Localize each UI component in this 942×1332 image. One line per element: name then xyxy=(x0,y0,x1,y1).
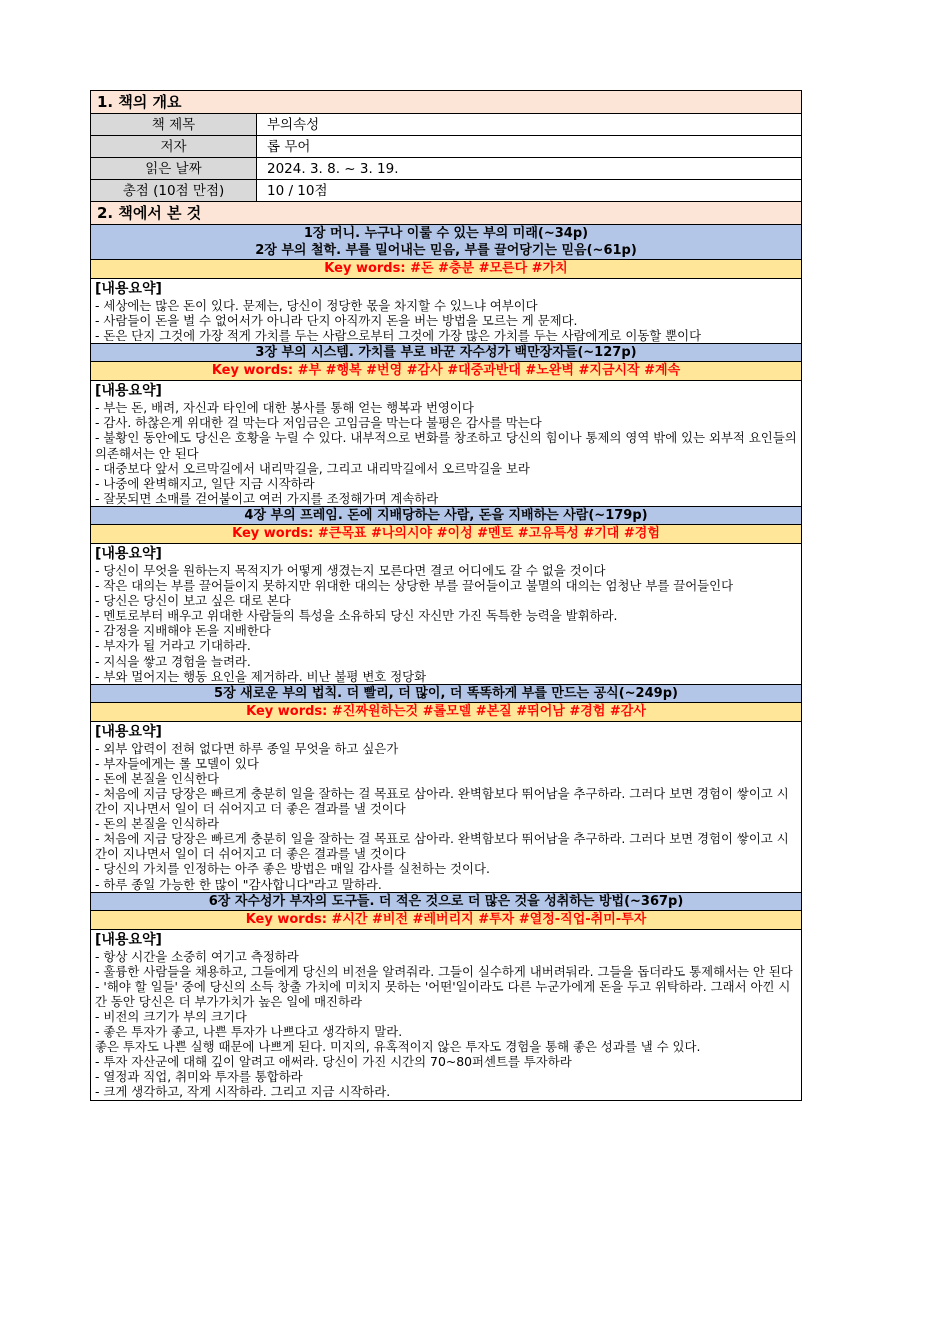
summary-line: - 멘토로부터 배우고 위대한 사람들의 특성을 소유하되 당신 자신만 가진 독특한 능력을 발휘하라. xyxy=(95,608,618,624)
chapter-title: 6장 자수성가 부자의 도구들. 더 적은 것으로 더 많은 것을 성취하는 방법(~367p) xyxy=(208,893,684,909)
chapter-title: 2장 부의 철학. 부를 밀어내는 믿음, 부를 끌어당기는 믿음(~61p) xyxy=(255,243,637,258)
summary-line: - 당신은 당신이 보고 싶은 대로 본다 xyxy=(95,593,291,609)
summary-line: - 항상 시간을 소중히 여기고 측정하라 xyxy=(95,948,299,964)
summary-line: - 세상에는 많은 돈이 있다. 문제는, 당신이 정당한 몫을 차지할 수 있느냐 여부이다 xyxy=(95,298,538,313)
summary-line: - 부자들에게는 롤 모델이 있다 xyxy=(95,755,259,771)
summary-line: - '해야 할 일들' 중에 당신의 소득 창출 가치에 미치지 못하는 '어떤'일이라도 다른 누군가에게 돈을 두고 위탁하라. 그래서 아낀 시간 동안 당신은 더 부가가치가 높은 일에 매진하라 xyxy=(95,978,791,1009)
summary-line: - 부자가 될 거라고 기대하라. xyxy=(95,638,251,654)
info-label: 책 제목 xyxy=(91,114,257,135)
summary-heading: [내용요약] xyxy=(95,931,162,948)
summary-line: - 돈에 본질을 인식한다 xyxy=(95,770,220,786)
info-row-date xyxy=(91,158,801,180)
summary-line: - 처음에 지금 당장은 빠르게 충분히 일을 잘하는 걸 목표로 삼아라. 완벽함보다 뛰어남을 추구하라. 그러다 보면 경험이 쌓이고 시간이 지나면서 일이 더 쉬어지고 더 좋은 결과를 낼 것이다 xyxy=(95,785,789,817)
summary-line: 좋은 투자도 나쁜 실행 때문에 나쁘게 된다. 미지의, 유혹적이지 않은 투자도 경험을 통해 좋은 성과를 낼 수 있다. xyxy=(95,1039,701,1055)
summary-line: - 크게 생각하고, 작게 시작하라. 그리고 지금 시작하라. xyxy=(95,1084,391,1100)
chapter-title-block xyxy=(91,507,801,525)
summary-line: - 투자 자산군에 대해 깊이 알려고 애써라. 당신이 가진 시간의 70~80퍼센트를 투자하라 xyxy=(95,1054,572,1070)
summary-line: - 훌륭한 사람들을 채용하고, 그들에게 당신의 비전을 알려줘라. 그들이 실수하게 내버려둬라. 그들을 돕더라도 통제해서는 안 된다 xyxy=(95,963,793,979)
summary-line: - 돈의 본질을 인식하라 xyxy=(95,816,220,832)
summary-line: - 나중에 완벽해지고, 일단 지금 시작하라 xyxy=(95,475,315,491)
book-report-table xyxy=(90,90,802,1101)
summary-line: - 부는 돈, 배려, 자신과 타인에 대한 봉사를 통해 얻는 행복과 번영이다 xyxy=(95,400,474,416)
keywords-row: Key words: #돈 #충분 #모른다 #가치 xyxy=(91,260,801,279)
summary-block xyxy=(91,722,801,893)
summary-heading: [내용요약] xyxy=(95,281,162,297)
summary-line: - 작은 대의는 부를 끌어들이지 못하지만 위대한 대의는 상당한 부를 끌어들이고 불멸의 대의는 엄청난 부를 끌어들인다 xyxy=(95,578,734,594)
info-label: 저자 xyxy=(91,136,257,157)
summary-line: - 부와 멀어지는 행동 요인을 제거하라. 비난 불평 변호 정당화 xyxy=(95,668,427,684)
summary-line: - 열정과 직업, 취미와 투자를 통합하라 xyxy=(95,1069,303,1085)
chapter-title: 5장 새로운 부의 법칙. 더 빨리, 더 많이, 더 똑똑하게 부를 만드는 공식(~249p) xyxy=(214,685,678,701)
chapter-title: 3장 부의 시스템. 가치를 부로 바꾼 자수성가 백만장자들(~127p) xyxy=(255,345,637,361)
summary-line: - 비전의 크기가 부의 크기다 xyxy=(95,1009,247,1024)
keywords-row: Key words: #시간 #비전 #레버리지 #투자 #열정-직업-취미-투자 xyxy=(91,911,801,930)
summary-block xyxy=(91,279,801,344)
chapter-title-block xyxy=(91,344,801,362)
summary-block xyxy=(91,544,801,685)
chapter-sections xyxy=(91,225,801,1100)
summary-block xyxy=(91,381,801,507)
info-label: 총점 (10점 만점) xyxy=(91,180,257,201)
summary-heading: [내용요약] xyxy=(95,545,162,562)
chapter-title-block xyxy=(91,893,801,911)
summary-line: - 불황인 동안에도 당신은 호황을 누릴 수 있다. 내부적으로 변화를 창조하고 당신의 힘이나 통제의 영역 밖에 있는 외부적 요인들의 의존해서는 안 된다 xyxy=(95,430,797,461)
info-value: 10 / 10점 xyxy=(267,183,328,199)
summary-line: - 처음에 지금 당장은 빠르게 충분히 일을 잘하는 걸 목표로 삼아라. 완벽함보다 뛰어남을 추구하라. 그러다 보면 경험이 쌓이고 시간이 지나면서 일이 더 쉬어지고 더 좋은 결과를 낼 것이다 xyxy=(95,831,789,862)
summary-line: - 외부 압력이 전혀 없다면 하루 종일 무엇을 하고 싶은가 xyxy=(95,740,399,756)
keywords-row: Key words: #부 #행복 #번영 #감사 #대중과반대 #노완벽 #지금시작 #계속 xyxy=(91,362,801,381)
chapter-title-block xyxy=(91,225,801,260)
seen-heading: 2. 책에서 본 것 xyxy=(91,202,801,225)
summary-heading: [내용요약] xyxy=(95,723,162,740)
info-label: 읽은 날짜 xyxy=(91,158,257,179)
summary-line: - 돈은 단지 그것에 가장 적게 가치를 두는 사람으로부터 그것에 가장 많은 가치를 두는 사람에게로 이동할 뿐이다 xyxy=(95,328,702,344)
summary-line: - 당신의 가치를 인정하는 아주 좋은 방법은 매일 감사를 실천하는 것이다. xyxy=(95,861,490,877)
info-value: 롭 무어 xyxy=(267,139,311,155)
summary-line: - 감정을 지배해야 돈을 지배한다 xyxy=(95,623,271,639)
chapter-title: 1장 머니. 누구나 이룰 수 있는 부의 미래(~34p) xyxy=(303,226,589,241)
info-row-score xyxy=(91,180,801,202)
summary-heading: [내용요약] xyxy=(95,383,162,400)
summary-line: - 좋은 투자가 좋고, 나쁜 투자가 나쁘다고 생각하지 말라. xyxy=(95,1024,403,1040)
summary-line: - 대중보다 앞서 오르막길에서 내리막길을, 그리고 내리막길에서 오르막길을 보라 xyxy=(95,460,530,476)
keywords-row: Key words: #큰목표 #나의시야 #이성 #멘토 #고유특성 #기대 #경험 xyxy=(91,525,801,544)
overview-heading: 1. 책의 개요 xyxy=(91,91,801,114)
chapter-title-block xyxy=(91,685,801,703)
info-value: 2024. 3. 8. ~ 3. 19. xyxy=(267,161,399,177)
summary-line: - 지식을 쌓고 경험을 늘려라. xyxy=(95,653,251,669)
info-value: 부의속성 xyxy=(267,117,320,133)
summary-line: - 당신이 무엇을 원하는지 목적지가 어떻게 생겼는지 모른다면 결코 어디에도 갈 수 없을 것이다 xyxy=(95,562,606,578)
info-row-title xyxy=(91,114,801,136)
info-row-author xyxy=(91,136,801,158)
summary-line: - 잘못되면 소매를 걷어붙이고 여러 가지를 조정해가며 계속하라 xyxy=(95,490,439,506)
summary-block xyxy=(91,930,801,1100)
summary-line: - 하루 종일 가능한 한 많이 "감사합니다"라고 말하라. xyxy=(95,876,382,892)
summary-line: - 감사. 하찮은게 위대한 걸 막는다 저임금은 고임금을 막는다 불평은 감사를 막는다 xyxy=(95,415,542,431)
chapter-title: 4장 부의 프레임. 돈에 지배당하는 사람, 돈을 지배하는 사람(~179p) xyxy=(244,507,648,523)
keywords-row: Key words: #진짜원하는것 #롤모델 #본질 #뛰어남 #경험 #감사 xyxy=(91,703,801,722)
summary-line: - 사람들이 돈을 벌 수 없어서가 아니라 단지 아직까지 돈을 버는 방법을 모르는 게 문제다. xyxy=(95,313,578,329)
